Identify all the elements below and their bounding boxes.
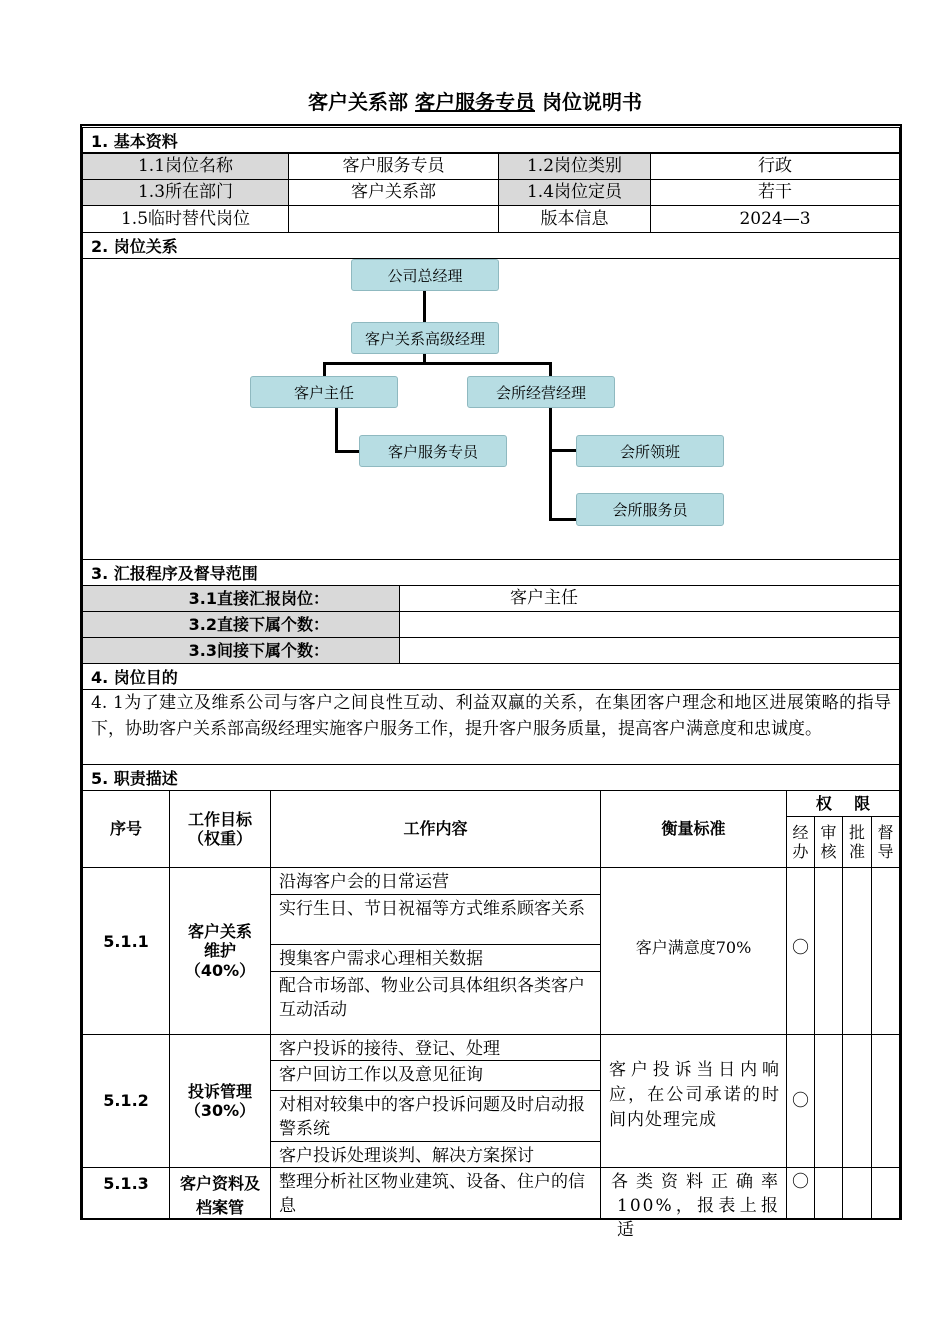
block-3-seq: 5.1.3 — [82, 1167, 170, 1220]
col-authority: 权 限 — [786, 790, 900, 817]
block-1-item-2: 实行生日、节日祝福等方式维系顾客关系 — [270, 894, 601, 945]
org-line — [335, 450, 360, 453]
basic-value-5 — [288, 205, 499, 233]
basic-key-6: 版本信息 — [498, 205, 651, 233]
block-2-goal-weight: （30%） — [184, 1101, 256, 1120]
report-key-1: 3.1直接汇报岗位： — [82, 585, 400, 612]
section-1-heading: 1. 基本资料 — [82, 127, 900, 153]
org-line — [335, 407, 338, 452]
org-node-customer-service: 客户服务专员 — [359, 435, 507, 467]
org-line — [323, 362, 552, 365]
report-value-3 — [399, 637, 900, 664]
org-line — [423, 290, 426, 323]
report-value-1: 客户主任 — [399, 585, 900, 612]
block-3-standard: 各类资料正确率100%，报表上报适 — [600, 1167, 787, 1220]
block-3-goal: 客户资料及档案管 — [169, 1167, 271, 1220]
col-standard: 衡量标准 — [600, 790, 787, 868]
org-chart — [82, 258, 900, 560]
block-3-handle-mark: 〇 — [786, 1167, 815, 1220]
block-2-item-1: 客户投诉的接待、登记、处理 — [270, 1034, 601, 1061]
block-2-standard: 客户投诉当日内响应，在公司承诺的时间内处理完成 — [600, 1034, 787, 1168]
col-goal-line2: （权重） — [187, 829, 252, 848]
basic-key-1: 1.1岗位名称 — [82, 153, 289, 180]
basic-key-2: 1.2岗位类别 — [498, 153, 651, 180]
col-seq: 序号 — [82, 790, 170, 868]
block-1-seq: 5.1.1 — [82, 867, 170, 1035]
block-1-supervise — [871, 867, 900, 1035]
basic-key-3: 1.3所在部门 — [82, 179, 289, 206]
purpose-text: 4. 1为了建立及维系公司与客户之间良性互动、利益双赢的关系，在集团客户理念和地区进展策略的指导下，协助客户关系部高级经理实施客户服务工作，提升客户服务质量，提高客户满意度和忠诚度。 — [82, 689, 900, 765]
block-3-supervise — [871, 1167, 900, 1220]
section-4-heading: 4. 岗位目的 — [82, 663, 900, 690]
page-title — [0, 86, 950, 115]
block-3-approve — [842, 1167, 872, 1220]
block-3-item-1: 整理分析社区物业建筑、设备、住户的信息 — [270, 1167, 601, 1220]
block-1-item-1: 沿海客户会的日常运营 — [270, 867, 601, 895]
block-3-review — [814, 1167, 843, 1220]
org-line — [549, 362, 552, 376]
org-line — [549, 407, 552, 520]
org-line — [549, 449, 577, 452]
basic-key-4: 1.4岗位定员 — [498, 179, 651, 206]
basic-value-6: 2024—3 — [650, 205, 900, 233]
block-1-goal-name: 客户关系维护 — [187, 922, 252, 961]
org-node-club-staff: 会所服务员 — [576, 493, 724, 526]
org-node-supervisor: 客户主任 — [250, 376, 398, 408]
basic-value-1: 客户服务专员 — [288, 153, 499, 180]
block-2-approve — [842, 1034, 872, 1168]
block-2-seq: 5.1.2 — [82, 1034, 170, 1168]
block-2-item-3: 对相对较集中的客户投诉问题及时启动报警系统 — [270, 1090, 601, 1142]
block-2-handle-mark: 〇 — [786, 1034, 815, 1168]
col-goal-line1: 工作目标 — [187, 809, 252, 829]
org-line — [549, 518, 577, 521]
block-2-goal — [169, 1034, 271, 1168]
section-2-heading: 2. 岗位关系 — [82, 232, 900, 259]
block-1-goal-weight: （40%） — [184, 960, 256, 980]
title-dept: 客户关系部 — [308, 90, 409, 114]
col-auth-handle: 经办 — [786, 816, 815, 868]
col-content: 工作内容 — [270, 790, 601, 868]
org-node-club-manager: 会所经营经理 — [467, 376, 615, 408]
org-line — [323, 362, 326, 376]
title-suffix: 岗位说明书 — [541, 90, 642, 114]
block-1-item-3: 搜集客户需求心理相关数据 — [270, 944, 601, 972]
section-3-heading: 3. 汇报程序及督导范围 — [82, 559, 900, 586]
col-auth-approve: 批准 — [842, 816, 872, 868]
col-auth-review: 审核 — [814, 816, 843, 868]
block-2-goal-name: 投诉管理 — [187, 1081, 252, 1101]
org-node-club-lead: 会所领班 — [576, 435, 724, 467]
block-1-handle-mark: 〇 — [786, 867, 815, 1035]
basic-value-4: 若干 — [650, 179, 900, 206]
report-value-2 — [399, 611, 900, 638]
block-1-approve — [842, 867, 872, 1035]
block-2-item-4: 客户投诉处理谈判、解决方案探讨 — [270, 1141, 601, 1168]
title-position: 客户服务专员 — [415, 90, 535, 114]
org-node-senior-manager: 客户关系高级经理 — [351, 322, 499, 354]
col-goal — [169, 790, 271, 868]
org-node-gm: 公司总经理 — [351, 259, 499, 291]
block-2-supervise — [871, 1034, 900, 1168]
section-5-heading: 5. 职责描述 — [82, 764, 900, 791]
basic-value-3: 客户关系部 — [288, 179, 499, 206]
block-1-review — [814, 867, 843, 1035]
report-key-2: 3.2直接下属个数： — [82, 611, 400, 638]
basic-value-2: 行政 — [650, 153, 900, 180]
block-2-item-2: 客户回访工作以及意见征询 — [270, 1060, 601, 1091]
block-1-standard: 客户满意度70% — [600, 867, 787, 1035]
basic-key-5: 1.5临时替代岗位 — [82, 205, 289, 233]
block-1-goal — [169, 867, 271, 1035]
col-auth-supervise: 督导 — [871, 816, 900, 868]
report-key-3: 3.3间接下属个数： — [82, 637, 400, 664]
block-2-review — [814, 1034, 843, 1168]
block-1-item-4: 配合市场部、物业公司具体组织各类客户互动活动 — [270, 971, 601, 1035]
